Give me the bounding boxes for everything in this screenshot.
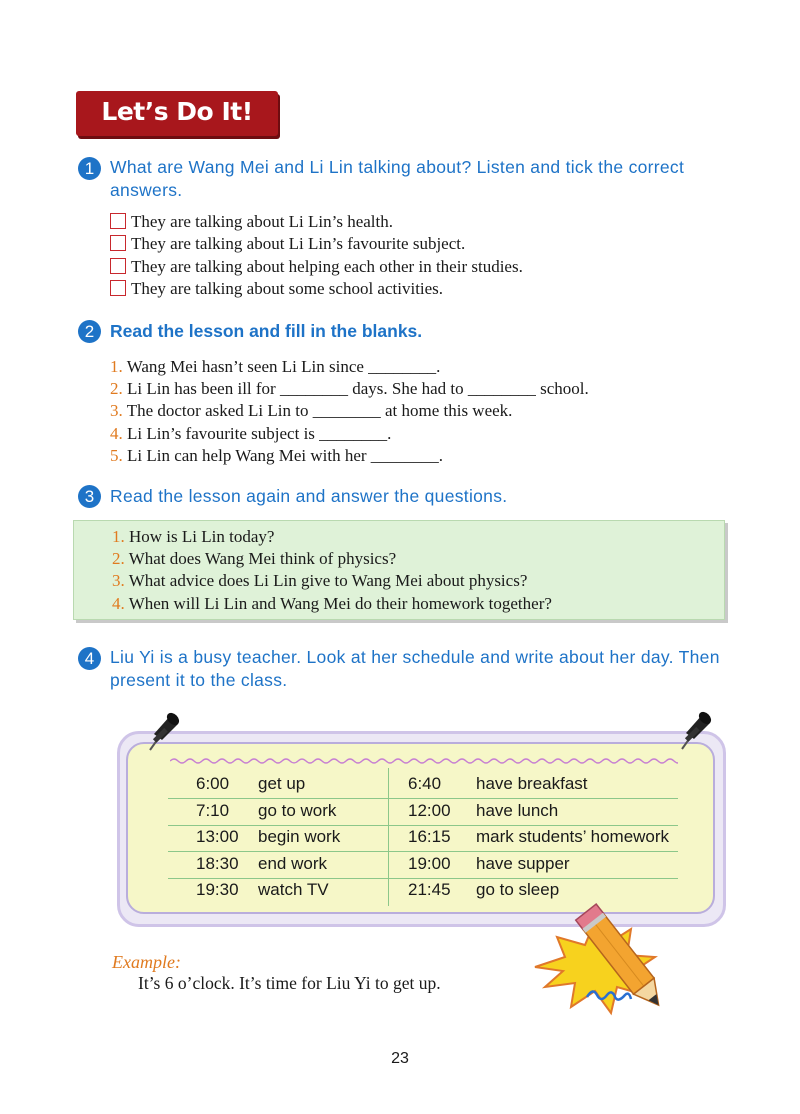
fill-item-1: 1. Wang Mei hasn’t seen Li Lin since ________. [110, 357, 441, 376]
section-2-instruction: Read the lesson and fill in the blanks. [110, 321, 423, 341]
pushpin-right-icon [672, 707, 716, 753]
banner-title: Let’s Do It! [101, 97, 253, 126]
schedule-row: 18:30 end work 19:00 have supper [168, 852, 678, 879]
question-1: 1. How is Li Lin today? [112, 527, 275, 546]
question-3: 3. What advice does Li Lin give to Wang Mei about physics? [112, 571, 528, 590]
checkbox-3[interactable] [110, 258, 126, 274]
example-label: Example: [112, 952, 181, 972]
checkbox-2[interactable] [110, 235, 126, 251]
option-1[interactable]: They are talking about Li Lin’s health. [110, 211, 393, 233]
section-2-number: 2 [78, 320, 101, 343]
page-number: 23 [391, 1050, 409, 1067]
pushpin-left-icon [140, 708, 184, 754]
schedule-row: 13:00 begin work 16:15 mark students’ homework [168, 825, 678, 852]
option-2[interactable]: They are talking about Li Lin’s favourite subject. [110, 233, 465, 255]
schedule-row: 19:30 watch TV 21:45 go to sleep [196, 880, 560, 899]
section-1-instruction: What are Wang Mei and Li Lin talking about? Listen and tick the correct answers. [110, 157, 685, 200]
pencil-writing-icon [527, 895, 697, 1025]
section-4-number: 4 [78, 647, 101, 670]
fill-item-4: 4. Li Lin’s favourite subject is ________. [110, 424, 392, 443]
checkbox-1[interactable] [110, 213, 126, 229]
option-3[interactable]: They are talking about helping each other in their studies. [110, 256, 523, 278]
schedule-row: 6:00 get up 6:40 have breakfast [168, 772, 678, 799]
section-4-instruction: Liu Yi is a busy teacher. Look at her schedule and write about her day. Then present it to the class. [110, 647, 720, 690]
checkbox-4[interactable] [110, 280, 126, 296]
section-3-number: 3 [78, 485, 101, 508]
fill-item-5: 5. Li Lin can help Wang Mei with her ________. [110, 446, 444, 465]
question-2: 2. What does Wang Mei think of physics? [112, 549, 397, 568]
fill-item-3: 3. The doctor asked Li Lin to ________ at home this week. [110, 401, 513, 420]
option-4[interactable]: They are talking about some school activities. [110, 278, 443, 300]
question-4: 4. When will Li Lin and Wang Mei do their homework together? [112, 594, 552, 613]
example-text: It’s 6 o’clock. It’s time for Liu Yi to get up. [138, 973, 441, 993]
fill-item-2: 2. Li Lin has been ill for ________ days. She had to ________ school. [110, 379, 589, 398]
section-banner [76, 91, 278, 136]
section-1-number: 1 [78, 157, 101, 180]
wave-decoration [170, 756, 678, 766]
schedule-row: 7:10 go to work 12:00 have lunch [168, 799, 678, 826]
section-3-instruction: Read the lesson again and answer the questions. [110, 486, 508, 506]
